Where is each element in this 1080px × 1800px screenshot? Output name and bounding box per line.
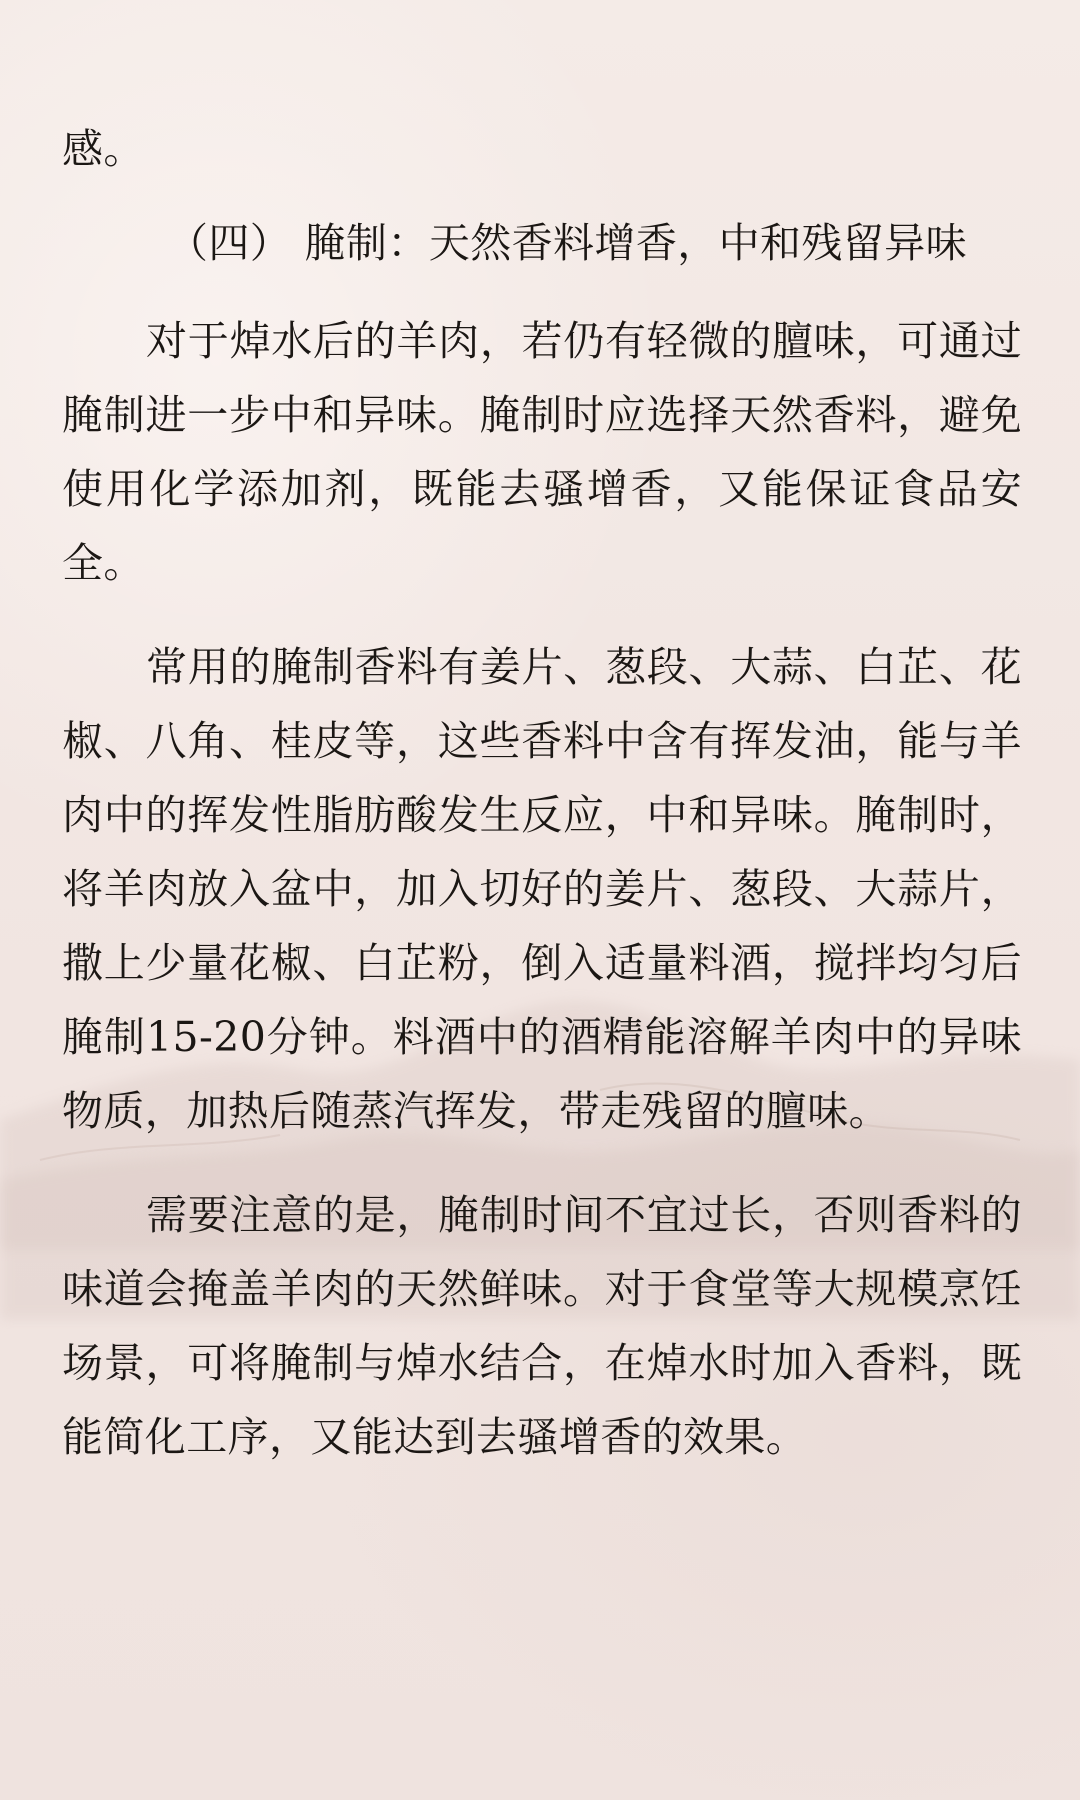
continued-sentence-end: 感。	[62, 125, 145, 173]
paragraph-spices-method: 常用的腌制香料有姜片、葱段、大蒜、白芷、花椒、八角、桂皮等，这些香料中含有挥发油，能与羊肉中的挥发性脂肪酸发生反应，中和异味。腌制时，将羊肉放入盆中，加入切好的姜片、葱段、大蒜片，撒上少量花椒、白芷粉，倒入适量料酒，搅拌均匀后腌制15-20分钟。料酒中的酒精能溶解羊肉中的异味物质，加热后随蒸汽挥发，带走残留的膻味。	[62, 643, 1022, 1135]
section-heading: （四） 腌制：天然香料增香，中和残留异味	[167, 219, 968, 267]
paragraph-notes: 需要注意的是，腌制时间不宜过长，否则香料的味道会掩盖羊肉的天然鲜味。对于食堂等大规模烹饪场景，可将腌制与焯水结合，在焯水时加入香料，既能简化工序，又能达到去骚增香的效果。	[62, 1191, 1022, 1461]
article-body	[62, 112, 1022, 1504]
paragraph-marinade-purpose: 对于焯水后的羊肉，若仍有轻微的膻味，可通过腌制进一步中和异味。腌制时应选择天然香料，避免使用化学添加剂，既能去骚增香，又能保证食品安全。	[62, 317, 1022, 587]
